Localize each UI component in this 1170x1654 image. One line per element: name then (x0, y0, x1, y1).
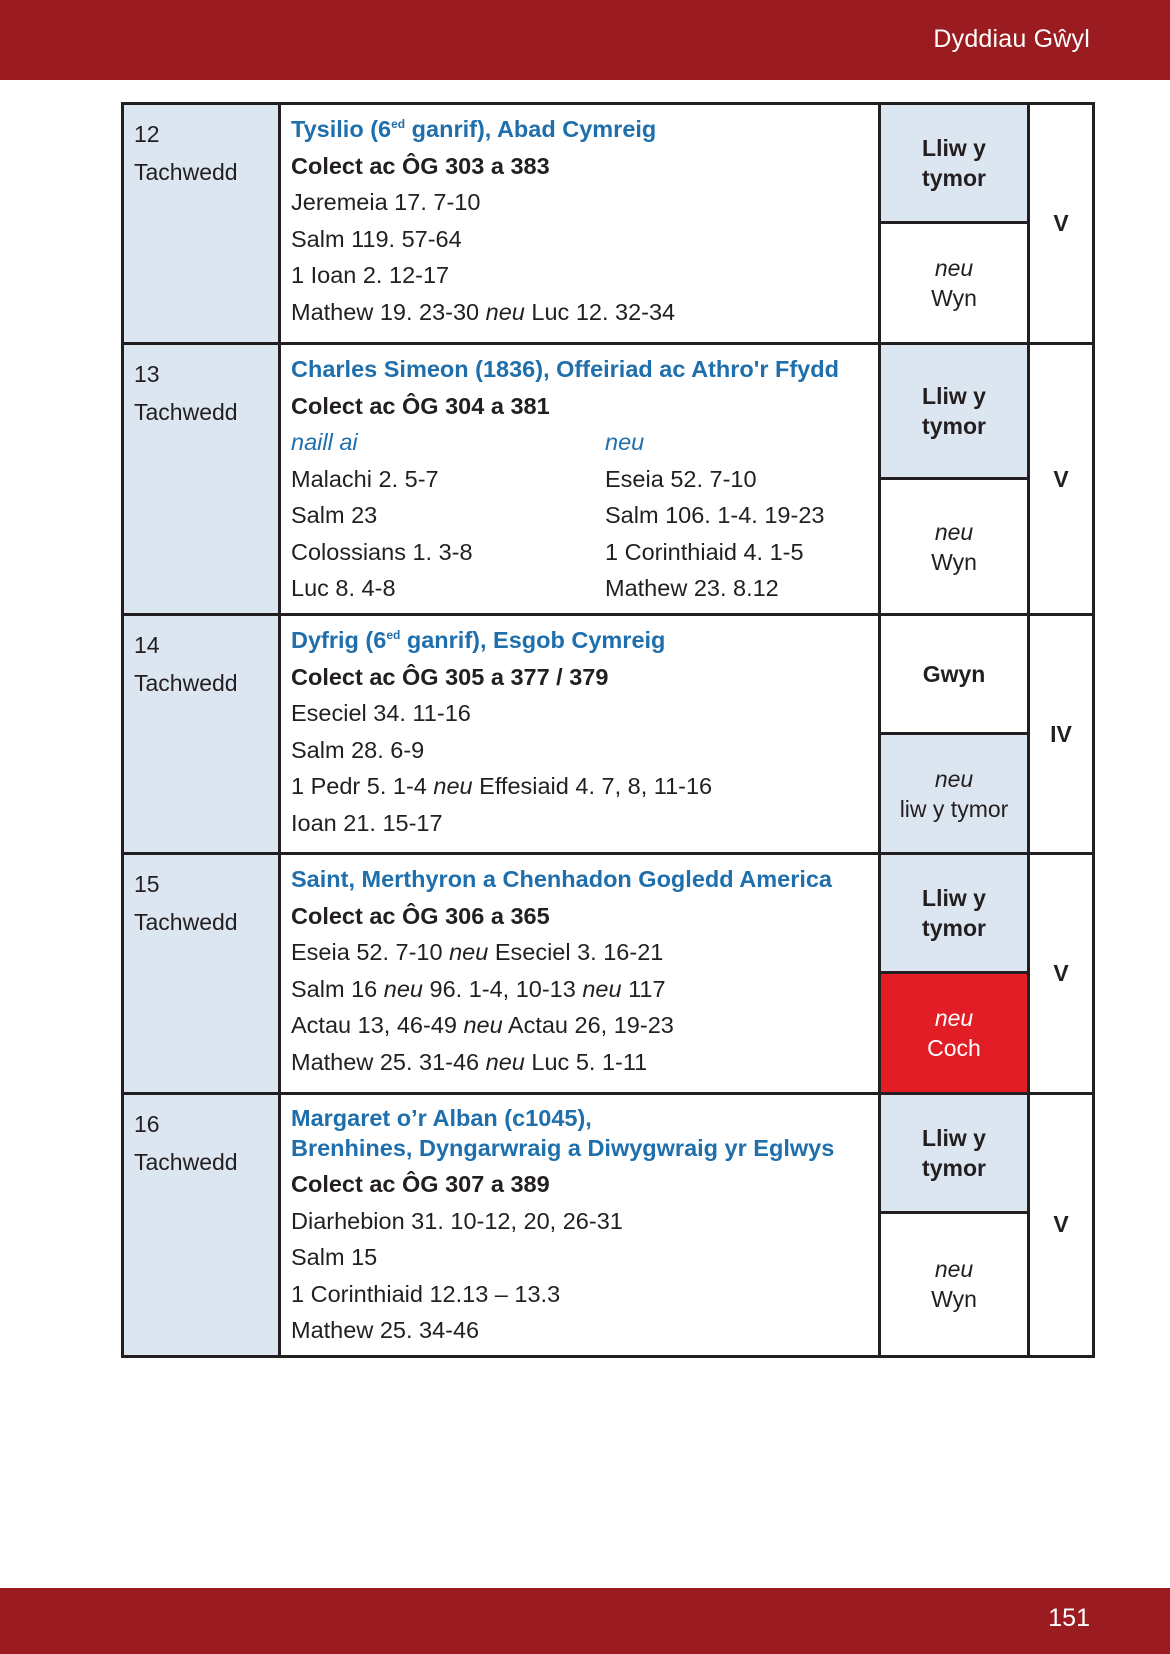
colour-alternative: neu Coch (881, 971, 1027, 1092)
reading-line: Eseia 52. 7-10 neu Eseciel 3. 16-21 (291, 939, 664, 965)
reading-line: Mathew 25. 31-46 neu Luc 5. 1-11 (291, 1048, 648, 1075)
colour-alternative: neu Wyn (881, 1211, 1027, 1355)
collect-line: Colect ac ÔG 303 a 383 (291, 152, 550, 179)
reading-line: Mathew 23. 8.12 (605, 575, 779, 601)
colour-alternative: neu Wyn (881, 221, 1027, 342)
colour-primary: Lliw y tymor (881, 345, 1027, 477)
reading-line: Colossians 1. 3-8 (291, 538, 473, 565)
month-name: Tachwedd (134, 909, 238, 935)
month-name: Tachwedd (134, 399, 238, 425)
reading-line: Salm 106. 1-4. 19-23 (605, 502, 825, 528)
readings-cell (280, 344, 880, 615)
month-name: Tachwedd (134, 670, 238, 696)
month-name: Tachwedd (134, 159, 238, 185)
reading-line: 1 Pedr 5. 1-4 neu Effesiaid 4. 7, 8, 11-16 (291, 773, 713, 799)
reading-line: 1 Corinthiaid 12.13 – 13.3 (291, 1280, 561, 1307)
reading-line: Luc 8. 4-8 (291, 575, 396, 601)
month-name: Tachwedd (134, 1149, 238, 1175)
colour-primary: Lliw y tymor (881, 1095, 1027, 1211)
reading-line: Mathew 19. 23-30 neu Luc 12. 32-34 (291, 298, 676, 325)
date-cell (123, 344, 280, 615)
alternative-label: naill ai (291, 429, 358, 455)
liturgical-colour-cell (880, 344, 1029, 615)
collect-line: Colect ac ÔG 306 a 365 (291, 902, 550, 929)
reading-line: Ioan 21. 15-17 (291, 809, 443, 836)
table-row (123, 344, 1094, 615)
day-number: 14 (134, 632, 160, 658)
week-numeral: V (1029, 344, 1094, 615)
collect-line: Colect ac ÔG 307 a 389 (291, 1171, 550, 1197)
reading-alternatives (291, 424, 868, 607)
week-numeral: V (1029, 1094, 1094, 1357)
readings-cell (280, 104, 880, 344)
reading-line: Diarhebion 31. 10-12, 20, 26-31 (291, 1207, 623, 1234)
colour-alternative: neu liw y tymor (881, 732, 1027, 852)
feast-title: Charles Simeon (1836), Offeiriad ac Athro'r Ffydd (291, 356, 839, 382)
colour-primary: Lliw y tymor (881, 105, 1027, 221)
liturgical-colour-cell (880, 104, 1029, 344)
day-number: 12 (134, 121, 160, 147)
colour-primary: Gwyn (881, 616, 1027, 732)
week-numeral: V (1029, 854, 1094, 1094)
date-cell (123, 615, 280, 854)
readings-cell (280, 854, 880, 1094)
table-row (123, 104, 1094, 344)
table-row (123, 854, 1094, 1094)
liturgical-colour-cell (880, 1094, 1029, 1357)
reading-line: Eseia 52. 7-10 (605, 465, 757, 492)
reading-line: Eseciel 34. 11-16 (291, 700, 471, 726)
collect-line: Colect ac ÔG 305 a 377 / 379 (291, 663, 609, 690)
header-band (0, 0, 1170, 80)
reading-line: Malachi 2. 5-7 (291, 465, 439, 492)
feast-title: Dyfrig ($6^{ed}$ ganrif), Esgob Cymreig (291, 627, 666, 653)
reading-line: Salm 119. 57-64 (291, 225, 462, 252)
colour-alternative: neu Wyn (881, 477, 1027, 613)
day-number: 16 (134, 1111, 160, 1137)
reading-line: 1 Corinthiaid 4. 1-5 (605, 538, 804, 565)
colour-primary: Lliw y tymor (881, 855, 1027, 971)
page-number: 151 (1048, 1604, 1090, 1632)
date-cell (123, 1094, 280, 1357)
collect-line: Colect ac ÔG 304 a 381 (291, 392, 550, 419)
table-row (123, 1094, 1094, 1357)
feast-title: Saint, Merthyron a Chenhadon Gogledd America (291, 866, 833, 892)
feast-title: Margaret o’r Alban (c1045), Brenhines, Dyngarwraig a Diwygwraig yr Eglwys (291, 1105, 835, 1161)
readings-cell (280, 615, 880, 854)
reading-line: 1 Ioan 2. 12-17 (291, 262, 450, 288)
feast-title: Tysilio ($6^{ed}$ ganrif), Abad Cymreig (291, 116, 657, 142)
footer-band (0, 1588, 1170, 1654)
week-numeral: IV (1029, 615, 1094, 854)
day-number: 15 (134, 871, 160, 897)
reading-line: Jeremeia 17. 7-10 (291, 189, 481, 215)
feast-days-table (121, 102, 1095, 1358)
reading-line: Actau 13, 46-49 neu Actau 26, 19-23 (291, 1012, 674, 1038)
date-cell (123, 854, 280, 1094)
liturgical-colour-cell (880, 615, 1029, 854)
liturgical-colour-cell (880, 854, 1029, 1094)
running-header-title: Dyddiau Gŵyl (933, 25, 1090, 53)
reading-line: Mathew 25. 34-46 (291, 1317, 480, 1343)
reading-line: Salm 23 (291, 502, 378, 528)
alternative-label: neu (605, 429, 645, 455)
table-row (123, 615, 1094, 854)
day-number: 13 (134, 361, 160, 387)
reading-line: Salm 15 (291, 1244, 378, 1270)
week-numeral: V (1029, 104, 1094, 344)
reading-line: Salm 16 neu 96. 1-4, 10-13 neu 117 (291, 975, 666, 1002)
date-cell (123, 104, 280, 344)
readings-cell (280, 1094, 880, 1357)
reading-line: Salm 28. 6-9 (291, 736, 425, 763)
